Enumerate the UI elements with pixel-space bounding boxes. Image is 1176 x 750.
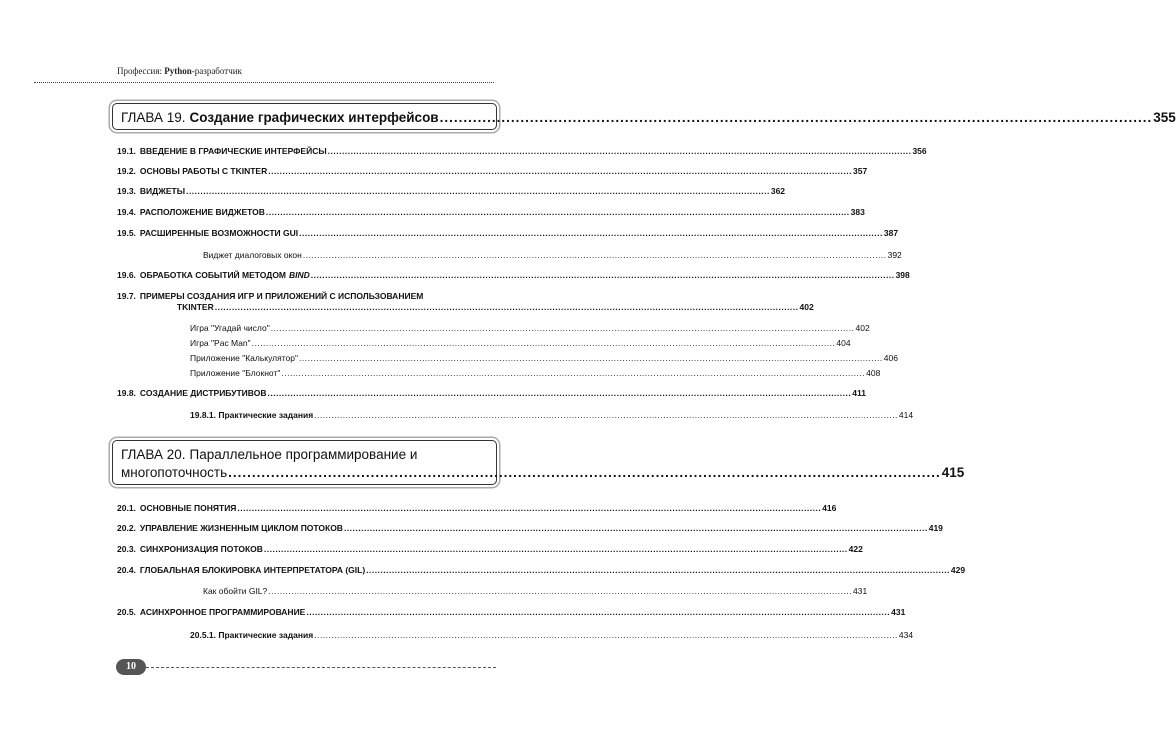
- toc-entry-19-6[interactable]: [117, 270, 910, 281]
- toc-entry-label: СОЗДАНИЕ ДИСТРИБУТИВОВ: [139, 388, 267, 398]
- toc-entry-label: ОСНОВЫ РАБОТЫ С TKINTER: [139, 166, 268, 176]
- toc-entry-19-4[interactable]: [117, 207, 865, 218]
- footer-divider: [146, 667, 496, 668]
- toc-entry-page: 431: [853, 586, 868, 596]
- toc-entry-page: 416: [822, 503, 837, 513]
- toc-entry-20-5-1[interactable]: [190, 630, 914, 641]
- toc-entry-label: ПРИМЕРЫ СОЗДАНИЯ ИГР И ПРИЛОЖЕНИЙ С ИСПОЛЬЗОВАНИЕМ: [139, 291, 424, 301]
- chapter-20-page: 415: [941, 465, 965, 480]
- toc-entry-label: Приложение "Блокнот": [190, 368, 281, 378]
- toc-entry-number: 19.8.: [117, 388, 136, 398]
- running-head: [117, 66, 242, 76]
- toc-entry-20-1[interactable]: [117, 503, 837, 514]
- toc-entry-page: 362: [770, 186, 786, 196]
- toc-entry-page: 392: [887, 250, 902, 260]
- toc-entry-label: ВИДЖЕТЫ: [139, 186, 186, 196]
- leader-dots: [299, 353, 883, 364]
- leader-dots: [303, 250, 887, 261]
- toc-subentry-notepad[interactable]: [190, 368, 881, 379]
- toc-subentry-calculator[interactable]: [190, 353, 898, 364]
- toc-entry-label: УПРАВЛЕНИЕ ЖИЗНЕННЫМ ЦИКЛОМ ПОТОКОВ: [139, 523, 343, 533]
- leader-dots: [266, 207, 850, 218]
- toc-entry-label: Виджет диалоговых окон: [203, 250, 302, 260]
- toc-subentry-avoid-gil[interactable]: [203, 586, 868, 597]
- leader-dots: [268, 586, 852, 597]
- leader-dots: [311, 270, 895, 281]
- toc-entry-number: 20.5.: [117, 607, 136, 617]
- toc-entry-20-3[interactable]: [117, 544, 863, 555]
- chapter-20-title-line1: Параллельное программирование и: [189, 447, 418, 462]
- toc-entry-number: 20.1.: [117, 503, 136, 513]
- toc-entry-number: 19.5.: [117, 228, 136, 238]
- toc-entry-19-8[interactable]: [117, 388, 866, 399]
- toc-entry-number: 19.6.: [117, 270, 136, 280]
- toc-subentry-dialog-widget[interactable]: [203, 250, 902, 261]
- running-head-suffix: -разработчик: [191, 66, 242, 76]
- toc-entry-19-7[interactable]: [117, 291, 814, 313]
- toc-entry-19-3[interactable]: [117, 186, 786, 197]
- leader-dots: [366, 565, 950, 576]
- header-divider: [34, 82, 494, 83]
- toc-entry-number: 19.4.: [117, 207, 136, 217]
- toc-entry-20-2[interactable]: [117, 523, 943, 534]
- toc-entry-number: 20.3.: [117, 544, 136, 554]
- leader-dots: [252, 338, 836, 349]
- chapter-20-number: ГЛАВА 20.: [121, 447, 186, 462]
- toc-entry-page: 357: [852, 166, 868, 176]
- toc-entry-label: Приложение "Калькулятор": [190, 353, 299, 363]
- toc-entry-label: Как обойти GIL?: [203, 586, 268, 596]
- toc-entry-number: 20.4.: [117, 565, 136, 575]
- toc-entry-19-1[interactable]: [117, 146, 927, 157]
- toc-entry-page: 387: [883, 228, 899, 238]
- toc-entry-label: СИНХРОНИЗАЦИЯ ПОТОКОВ: [139, 544, 263, 554]
- chapter-19-title: Создание графических интерфейсов: [189, 110, 439, 125]
- toc-entry-page: 406: [883, 353, 898, 363]
- toc-entry-page: 411: [852, 388, 866, 398]
- leader-dots: [306, 607, 890, 618]
- chapter-19-heading[interactable]: [112, 103, 1176, 130]
- running-head-prefix: Профессия:: [117, 66, 165, 76]
- leader-dots: [267, 388, 851, 399]
- leader-dots: [271, 323, 855, 334]
- toc-entry-page: 408: [866, 368, 881, 378]
- leader-dots: [237, 503, 821, 514]
- toc-entry-page: 402: [799, 302, 814, 312]
- toc-entry-page: 429: [950, 565, 966, 575]
- leader-dots: [186, 186, 770, 197]
- leader-dots: [215, 302, 799, 313]
- toc-entry-20-4[interactable]: [117, 565, 966, 576]
- toc-entry-page: 419: [928, 523, 943, 533]
- page-number-badge: 10: [116, 659, 146, 675]
- toc-entry-page: 404: [836, 338, 851, 348]
- toc-entry-label: ОСНОВНЫЕ ПОНЯТИЯ: [139, 503, 237, 513]
- toc-entry-number: 19.2.: [117, 166, 136, 176]
- toc-entry-page: 356: [912, 146, 927, 156]
- chapter-20-title-line2: многопоточность: [121, 465, 228, 480]
- toc-entry-label-continued: TKINTER: [176, 302, 214, 312]
- toc-entry-label: РАСПОЛОЖЕНИЕ ВИДЖЕТОВ: [139, 207, 265, 217]
- toc-entry-label: 19.8.1. Практические задания: [190, 410, 314, 420]
- leader-dots: [314, 630, 898, 641]
- toc-entry-page: 414: [898, 410, 914, 420]
- toc-entry-number: 19.1.: [117, 146, 136, 156]
- chapter-19-number: ГЛАВА 19.: [121, 110, 186, 125]
- running-head-bold: Python: [164, 66, 192, 76]
- toc-entry-19-2[interactable]: [117, 166, 868, 177]
- toc-entry-page: 402: [855, 323, 870, 333]
- toc-entry-19-5[interactable]: [117, 228, 899, 239]
- toc-entry-page: 383: [850, 207, 865, 217]
- toc-subentry-guess-number[interactable]: [190, 323, 870, 334]
- toc-entry-label-emphasis: BIND: [289, 270, 310, 280]
- toc-entry-label: Игра "Pac Man": [190, 338, 251, 348]
- leader-dots: [344, 523, 928, 534]
- leader-dots: [440, 110, 1153, 126]
- toc-entry-label: Игра "Угадай число": [190, 323, 270, 333]
- toc-entry-page: 398: [895, 270, 910, 280]
- toc-entry-number: 20.2.: [117, 523, 136, 533]
- leader-dots: [328, 146, 912, 157]
- leader-dots: [314, 410, 898, 421]
- toc-entry-label: ВВЕДЕНИЕ В ГРАФИЧЕСКИЕ ИНТЕРФЕЙСЫ: [139, 146, 327, 156]
- toc-entry-page: 422: [848, 544, 863, 554]
- leader-dots: [268, 166, 852, 177]
- toc-entry-label: 20.5.1. Практические задания: [190, 630, 314, 640]
- toc-entry-label: ГЛОБАЛЬНАЯ БЛОКИРОВКА ИНТЕРПРЕТАТОРА (GIL): [139, 565, 366, 575]
- toc-subentry-pac-man[interactable]: [190, 338, 851, 349]
- leader-dots: [228, 465, 941, 481]
- toc-entry-number: 19.7.: [117, 291, 136, 301]
- leader-dots: [281, 368, 865, 379]
- chapter-19-page: 355: [1153, 110, 1176, 125]
- toc-entry-19-8-1[interactable]: [190, 410, 914, 421]
- toc-entry-label: РАСШИРЕННЫЕ ВОЗМОЖНОСТИ GUI: [139, 228, 299, 238]
- toc-entry-label: АСИНХРОННОЕ ПРОГРАММИРОВАНИЕ: [139, 607, 306, 617]
- toc-entry-20-5[interactable]: [117, 607, 906, 618]
- leader-dots: [299, 228, 883, 239]
- toc-entry-number: 19.3.: [117, 186, 136, 196]
- toc-entry-page: 434: [898, 630, 914, 640]
- chapter-20-heading[interactable]: [112, 440, 965, 485]
- toc-entry-page: 431: [891, 607, 906, 617]
- toc-entry-label: ОБРАБОТКА СОБЫТИЙ МЕТОДОМ: [139, 270, 287, 280]
- leader-dots: [264, 544, 848, 555]
